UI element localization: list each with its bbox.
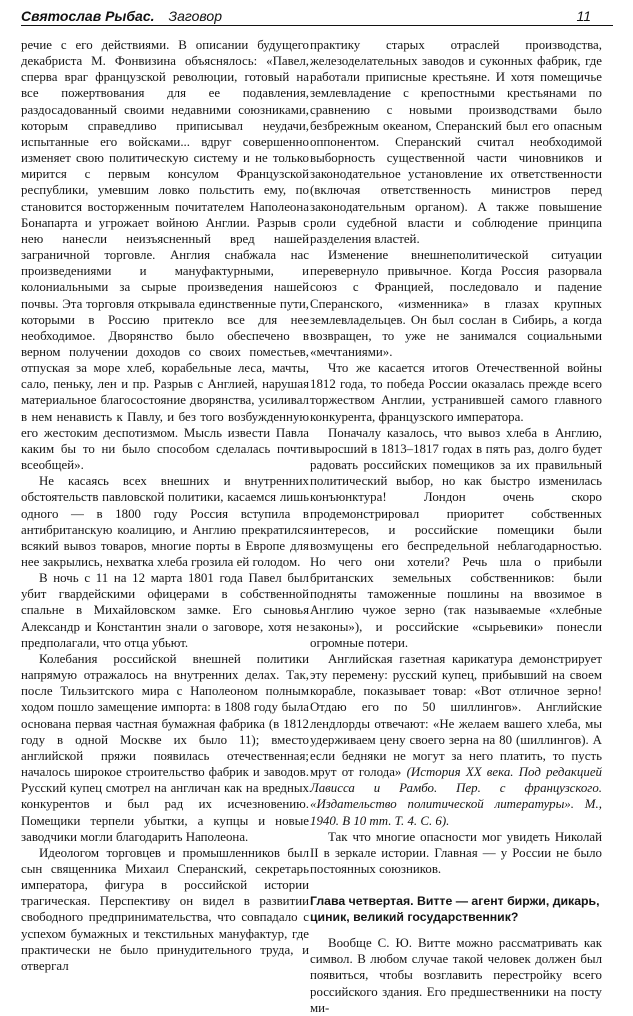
- caricature-paragraph: [310, 651, 602, 829]
- paragraph: практику старых отраслей производства, железоделательных заводов и суконных фабрик, где работали приписные крестьяне. И хотя помещичье землевладение с крепостными крестьянами по сравнению с новыми производствами было безбрежным океаном, Сперанский был его опасным оппонентом. Сперанский считал необходимой выборность существенной части чиновников и законодательное установление их ответственности (включая ответственность министров перед законодательным органом). А также повышение роли судебной власти и соблюдение принципа разделения властей.: [310, 38, 602, 246]
- header-book-title: Заговор: [168, 7, 222, 24]
- paragraph: Поначалу казалось, что вывоз хлеба в Англию, выросший в 1813–1817 годах в пять раз, долго будет радовать российских помещиков за их правильный политический выбор, но как быстро изменилась конъюнктура! Лондон очень скоро продемонстрировал приоритет собственных интересов, и российские помещики были возмущены его беспредельной неблагодарностью. Но чего они хотели? Речь шла о прибыли британских земельных собственников: были подняты таможенные пошлины на ввозимое в Англию чужое зерно (так называемые «хлебные законы»), и российские «сырьевики» понесли огромные потери.: [310, 425, 602, 650]
- paragraph: Вообще С. Ю. Витте можно рассматривать как символ. В любом случае такой человек должен был появиться, чтобы возглавить перестройку всего российского здания. Его предшественники на посту ми-: [310, 936, 602, 1015]
- right-column: [310, 37, 602, 1016]
- paragraph: В ночь с 11 на 12 марта 1801 года Павел был убит гвардейскими офицерами в собственной спальне в Михайловском замке. Его сыновья Александр и Константин знали о заговоре, хотя не предполагали, что отца убьют.: [21, 571, 309, 650]
- paragraph: Что же касается итогов Отечественной войны 1812 года, то победа России оказалась прежде всего торжеством Англии, устранившей самого главного конкурента, французского императора.: [310, 361, 602, 424]
- paragraph: Не касаясь всех внешних и внутренних обстоятельств павловской политики, касаемся лишь одного — в 1800 году Россия вступила в антибританскую коалицию, и Англию прекратился всякий вывоз товаров, многие порты в Европе для нее закрылись, нехватка хлеба грозила ей голодом.: [21, 474, 309, 569]
- paragraph: Изменение внешнеполитической ситуации перевернуло привычное. Когда Россия разорвала союз с Францией, последовало и падение Сперанского, «изменника» в глазах крупных землевладельцев. Он был сослан в Сибирь, а когда возвращен, то уже не занимался социальными «мечтаниями».: [310, 248, 602, 359]
- page-number: 11: [576, 7, 591, 24]
- chapter-heading: Глава четвертая. Витте — агент биржи, дикарь, циник, великий государственник?: [310, 894, 600, 925]
- paragraph: Колебания российской внешней политики напрямую отражалось на внутренних делах. Так, после Тильзитского мира с Наполеоном полным ходом пошло замещение импорта: в 1808 году была основана первая частная бумажная фабрика (в 1812 году в одной Москве их было 11); вместо английской пряжи появилась отечественная; началось широкое строительство фабрик и заводов. Русский купец смотрел на англичан как на вредных конкурентов и был рад их исчезновению. Помещики терпели убытки, а купцы и новые заводчики могли благодарить Наполеона.: [21, 651, 309, 844]
- paragraph: Так что многие опасности мог увидеть Николай II в зеркале истории. Главная — у России не было постоянных союзников.: [310, 829, 602, 876]
- header-author: Святослав Рыбас.: [21, 7, 155, 24]
- header-title: [21, 8, 222, 24]
- running-header: [21, 6, 613, 26]
- paragraph: речие с его действиями. В описании будущего декабриста М. Фонвизина объяснялось: «Павел, сперва враг французской революции, готовый на все пожертвования для ее подавления, раздосадованный своими недавними союзниками, которым справедливо приписывал неудачи, испытанные его войсками... вдруг совершенно изменяет свою политическую систему и не только мирится с первым консулом Французской республики, умевшим ловко польстить ему, по становится восторженным почитателем Наполеона Бонапарта и угрожает войною Англии. Разрыв с нею нанесли неизъясненный вред нашей заграничной торговле. Англия снабжала нас произведениями и мануфактурными, и колониальными за сырые произведения нашей почвы. Эта торговля открывала единственные пути, которыми в Россию притекло все для нее необходимое. Дворянство было обеспечено в верном получении доходов со своих поместьев, отпуская за море хлеб, корабельные леса, мачты, сало, пеньку, лен и пр. Разрыв с Англией, нарушая материальное благосостояние дворянства, усиливал в нем ненависть к Павлу, и без того возбужденную его жестоким деспотизмом. Мысль извести Павла каким бы то ни было способом сделалась почти всеобщей».: [21, 38, 309, 473]
- paragraph: Идеологом торговцев и промышленников был сын священника Михаил Сперанский, секретарь императора, фигура в российской истории трагическая. Перспективу он видел в развитии свободного предпринимательства, что совпадало с успехом бумажных и текстильных мануфактур, где практически не было принудительного труда, и отвергал: [21, 845, 309, 973]
- caricature-text: Английская газетная карикатура демонстрирует эту перемену: русский купец, прибывший на своем корабле, показывает товар: «Вот отличное зерно! Отдаю его по 50 шиллингов». Английские лендлорды отвечают: «Не желаем вашего хлеба, мы удерживаем цену своего зерна на 80 (шиллингов). А если бедняки не могут за него платить, то пусть мрут от голода»: [310, 651, 602, 780]
- citation: (История XX века. Под редакцией Лависса и Рамбо. Пер. с французского. «Издательство политической литературы». М., 1940. В 10 тт. Т. 4. С. 6).: [310, 765, 602, 828]
- left-column: [21, 37, 309, 974]
